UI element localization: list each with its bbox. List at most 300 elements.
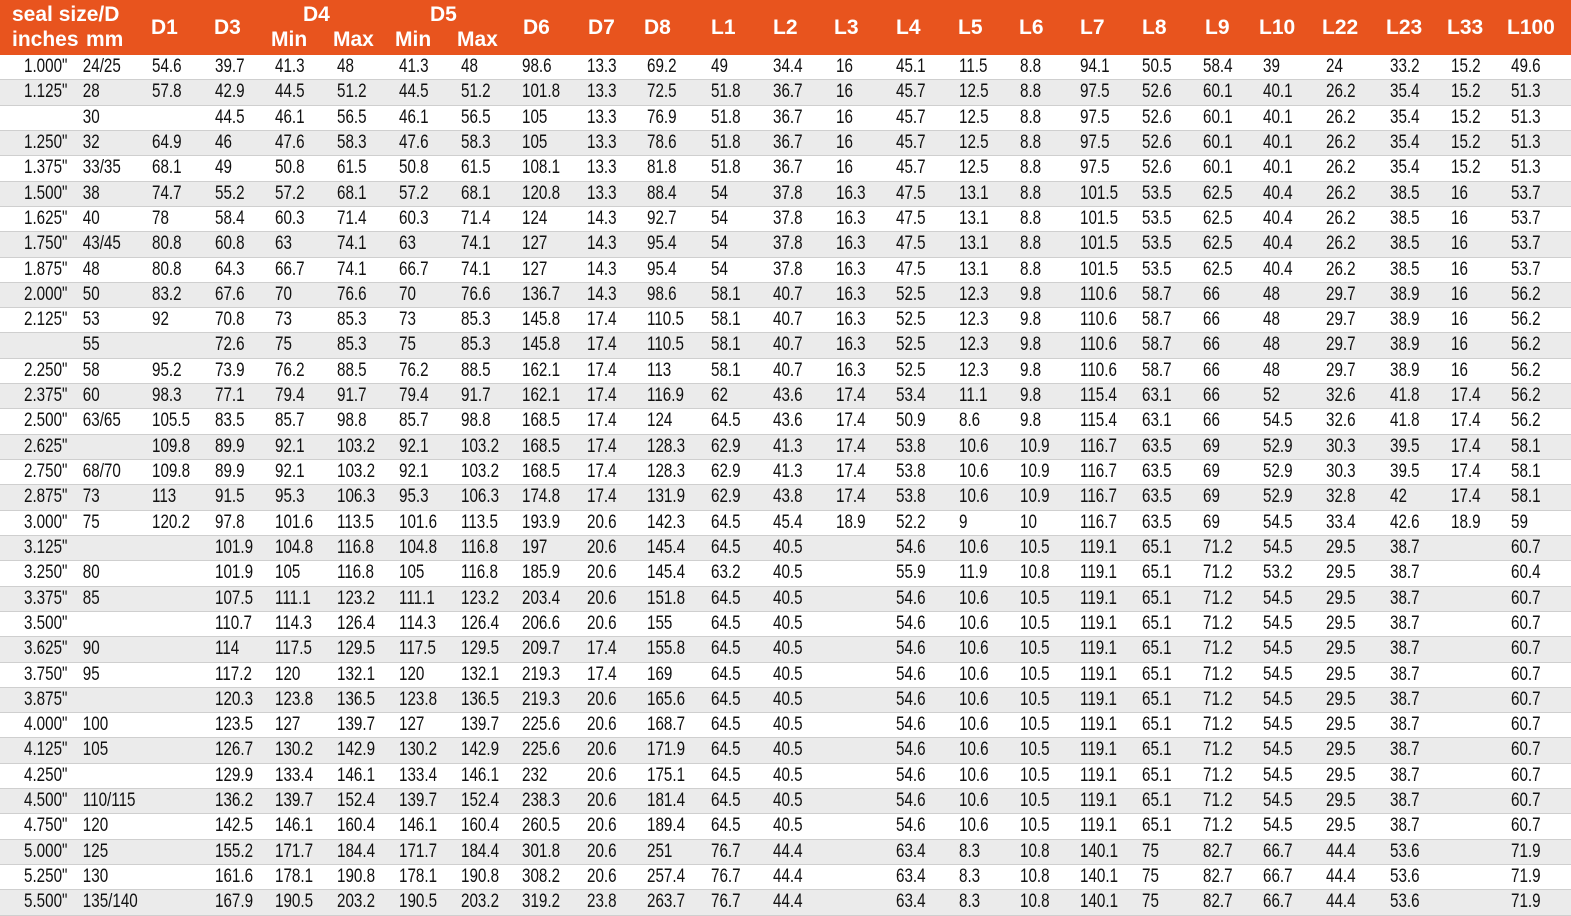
cell-l33: [1447, 637, 1495, 661]
cell-l22: 26.2: [1326, 81, 1356, 103]
cell-d8: 110.5: [647, 309, 684, 331]
cell-inches: 2.125": [24, 309, 68, 331]
cell-l7: 101.5: [1080, 207, 1119, 229]
cell-l10: 54.5: [1263, 815, 1293, 837]
cell-l5: 9: [959, 511, 968, 533]
table-row: [0, 55, 1571, 80]
cell-l8: 58.7: [1142, 309, 1172, 331]
cell-l22: 29.5: [1326, 663, 1356, 685]
cell-l7: 97.5: [1080, 131, 1110, 153]
table-row: [0, 333, 1571, 358]
cell-d5-max: 136.5: [461, 688, 500, 710]
cell-l2: 40.5: [773, 714, 803, 736]
cell-l22: 29.7: [1326, 359, 1356, 381]
header-d7: D7: [588, 15, 615, 39]
cell-l100: 60.7: [1511, 739, 1541, 761]
cell-inches: 4.250": [24, 764, 68, 786]
cell-d4-max: 85.3: [337, 334, 367, 356]
cell-d8: 95.4: [647, 258, 677, 280]
cell-d4-min: 79.4: [275, 385, 305, 407]
cell-l9: 71.2: [1203, 714, 1233, 736]
cell-l33: [1447, 890, 1495, 914]
cell-l8: 75: [1142, 866, 1159, 887]
cell-l22: 29.5: [1326, 815, 1356, 837]
cell-d7: 17.4: [587, 461, 617, 482]
table-row: [0, 789, 1571, 814]
cell-mm: 68/70: [82, 461, 121, 482]
cell-d3: 55.2: [215, 182, 245, 204]
cell-l2: 40.5: [773, 587, 803, 609]
cell-d3: 117.2: [215, 663, 252, 685]
cell-l4: 45.1: [896, 56, 926, 77]
cell-l6: 10.8: [1020, 891, 1050, 913]
cell-l9: 60.1: [1203, 157, 1233, 179]
cell-l33: 17.4: [1451, 385, 1481, 407]
table-row: [0, 713, 1571, 738]
table-row: [0, 511, 1571, 536]
cell-d7: 17.4: [587, 486, 617, 508]
cell-l3: 17.4: [836, 486, 866, 508]
cell-l23: 53.6: [1390, 840, 1420, 862]
cell-l7: 94.1: [1080, 56, 1110, 77]
cell-mm: [78, 536, 134, 560]
table-row: [0, 283, 1571, 308]
cell-d3: 42.9: [215, 81, 245, 103]
cell-d3: 97.8: [215, 511, 245, 533]
cell-l7: 101.5: [1080, 258, 1119, 280]
cell-d8: 98.6: [647, 283, 677, 305]
cell-d5-min: 120: [399, 663, 425, 685]
cell-d3: 123.5: [215, 714, 254, 736]
cell-d3: 89.9: [215, 435, 245, 457]
cell-l4: 54.6: [896, 714, 926, 736]
table-row: [0, 814, 1571, 839]
cell-l10: 48: [1263, 334, 1280, 356]
cell-l33: [1447, 764, 1495, 788]
cell-l100: 56.2: [1511, 359, 1541, 381]
cell-mm: 43/45: [82, 233, 121, 255]
cell-inches: 1.750": [24, 233, 68, 255]
cell-l1: 54: [711, 233, 728, 255]
cell-inches: [0, 333, 62, 357]
cell-d4-max: 68.1: [337, 182, 367, 204]
cell-l3: 16.3: [836, 258, 866, 280]
cell-d1: 113: [152, 486, 177, 508]
cell-l7: 97.5: [1080, 157, 1110, 179]
cell-l2: 44.4: [773, 891, 803, 913]
cell-l4: 53.8: [896, 486, 926, 508]
cell-d1: 105.5: [152, 410, 191, 432]
cell-inches: 3.500": [24, 612, 68, 634]
cell-l2: 40.5: [773, 663, 803, 685]
cell-d8: 168.7: [647, 714, 686, 736]
cell-l8: 65.1: [1142, 714, 1172, 736]
cell-l7: 110.6: [1080, 334, 1117, 356]
cell-d6: 260.5: [522, 815, 561, 837]
cell-l100: 60.7: [1511, 587, 1541, 609]
cell-l4: 55.9: [896, 562, 926, 584]
cell-l22: 30.3: [1326, 461, 1356, 482]
cell-d4-min: 127: [275, 714, 301, 736]
cell-l6: 10.5: [1020, 815, 1050, 837]
cell-l23: 38.7: [1390, 638, 1420, 660]
cell-l8: 52.6: [1142, 131, 1172, 153]
table-row: [0, 764, 1571, 789]
cell-l8: 65.1: [1142, 562, 1172, 584]
cell-d8: 257.4: [647, 866, 686, 887]
cell-l9: 82.7: [1203, 866, 1233, 887]
cell-mm: 80: [82, 562, 100, 584]
cell-l22: 26.2: [1326, 207, 1356, 229]
cell-l4: 47.5: [896, 182, 926, 204]
cell-l2: 40.5: [773, 612, 803, 634]
cell-inches: 4.125": [24, 739, 68, 761]
cell-d3: 107.5: [215, 587, 254, 609]
cell-l4: 63.4: [896, 891, 926, 913]
cell-l1: 51.8: [711, 157, 741, 179]
cell-inches: 3.375": [24, 587, 68, 609]
cell-d6: 124: [522, 207, 548, 229]
cell-d1: 109.8: [152, 435, 191, 457]
cell-d5-min: 101.6: [399, 511, 438, 533]
cell-d4-max: 142.9: [337, 739, 376, 761]
cell-inches: 3.250": [24, 562, 68, 584]
cell-l6: 9.8: [1020, 359, 1042, 381]
cell-d1: 109.8: [152, 461, 191, 482]
table-row: [0, 258, 1571, 283]
cell-inches: 3.125": [24, 536, 68, 558]
cell-d1: 92: [152, 309, 169, 331]
cell-l100: 60.7: [1511, 714, 1541, 736]
cell-l6: 9.8: [1020, 309, 1042, 331]
cell-l10: 52: [1263, 385, 1280, 407]
cell-l2: 40.5: [773, 688, 803, 710]
cell-d7: 20.6: [587, 739, 617, 761]
cell-l2: 40.7: [773, 283, 803, 305]
header-l100: L100: [1507, 15, 1555, 39]
cell-d1: 78: [152, 207, 169, 229]
cell-l3: 17.4: [836, 435, 866, 457]
cell-d7: 17.4: [587, 309, 617, 331]
cell-l22: 44.4: [1326, 891, 1356, 913]
cell-d4-max: 85.3: [337, 309, 367, 331]
cell-l2: 36.7: [773, 131, 803, 153]
cell-l7: 115.4: [1080, 385, 1117, 407]
header-l1: L1: [711, 15, 736, 39]
cell-d4-max: 126.4: [337, 612, 376, 634]
cell-d8: 88.4: [647, 182, 677, 204]
cell-l10: 54.5: [1263, 739, 1293, 761]
cell-l8: 58.7: [1142, 334, 1172, 356]
cell-l4: 53.8: [896, 461, 926, 482]
cell-mm: 90: [82, 638, 100, 660]
cell-l6: 10.5: [1020, 638, 1050, 660]
cell-d6: 145.8: [522, 309, 561, 331]
cell-l23: 38.5: [1390, 258, 1420, 280]
cell-l23: 39.5: [1390, 435, 1420, 457]
cell-l1: 64.5: [711, 612, 741, 634]
cell-l10: 66.7: [1263, 891, 1293, 913]
cell-d5-max: 61.5: [461, 157, 491, 179]
cell-d1: [148, 637, 198, 661]
cell-d7: 17.4: [587, 435, 617, 457]
cell-d4-min: 117.5: [275, 638, 312, 660]
cell-l1: 62: [711, 385, 728, 407]
cell-l6: 8.8: [1020, 81, 1042, 103]
cell-l5: 10.6: [959, 536, 989, 558]
cell-l4: 54.6: [896, 536, 926, 558]
cell-d4-max: 51.2: [337, 81, 367, 103]
cell-d5-max: 142.9: [461, 739, 500, 761]
cell-d3: 70.8: [215, 309, 245, 331]
cell-d4-max: 91.7: [337, 385, 367, 407]
cell-l23: 38.7: [1390, 663, 1420, 685]
cell-d5-max: 123.2: [461, 587, 500, 609]
cell-l5: 10.6: [959, 435, 989, 457]
cell-d4-max: 146.1: [337, 764, 376, 786]
cell-l100: 58.1: [1511, 486, 1541, 508]
cell-inches: 2.375": [24, 385, 68, 407]
cell-d8: 81.8: [647, 157, 677, 179]
cell-l2: 40.7: [773, 359, 803, 381]
cell-l100: 53.7: [1511, 233, 1541, 255]
cell-l9: 71.2: [1203, 815, 1233, 837]
cell-d5-max: 74.1: [461, 233, 491, 255]
cell-d5-max: 76.6: [461, 283, 491, 305]
cell-l1: 58.1: [711, 334, 741, 356]
cell-l33: 15.2: [1451, 56, 1481, 77]
cell-l10: 40.4: [1263, 182, 1293, 204]
cell-l22: 29.5: [1326, 739, 1356, 761]
cell-l7: 97.5: [1080, 81, 1110, 103]
cell-d6: 168.5: [522, 461, 561, 482]
cell-d3: 83.5: [215, 410, 245, 432]
cell-mm: 53: [82, 309, 100, 331]
table-row: [0, 435, 1571, 460]
cell-d5-max: 116.8: [461, 562, 498, 584]
table-row: [0, 156, 1571, 181]
cell-d4-max: 129.5: [337, 638, 376, 660]
cell-mm: 60: [82, 385, 100, 407]
cell-l33: 16: [1451, 258, 1468, 280]
cell-l3: [832, 587, 880, 611]
cell-d6: 308.2: [522, 866, 561, 887]
cell-d5-min: 178.1: [399, 866, 438, 887]
cell-d5-min: 127: [399, 714, 425, 736]
cell-l4: 53.8: [896, 435, 926, 457]
cell-l23: 35.4: [1390, 106, 1420, 128]
cell-d7: 17.4: [587, 638, 617, 660]
cell-l23: 38.7: [1390, 587, 1420, 609]
cell-l7: 119.1: [1080, 536, 1117, 558]
cell-l3: 16: [836, 157, 853, 179]
cell-d7: 13.3: [587, 106, 617, 128]
cell-l9: 62.5: [1203, 182, 1233, 204]
cell-l8: 65.1: [1142, 815, 1172, 837]
cell-l3: [832, 713, 880, 737]
cell-l6: 8.8: [1020, 131, 1042, 153]
cell-d7: 14.3: [587, 233, 617, 255]
cell-d4-min: 178.1: [275, 866, 314, 887]
cell-l10: 66.7: [1263, 840, 1293, 862]
cell-d8: 155.8: [647, 638, 686, 660]
cell-l8: 63.5: [1142, 461, 1172, 482]
cell-l33: [1447, 688, 1495, 712]
header-inches: inches: [12, 28, 79, 51]
cell-l22: 29.5: [1326, 562, 1356, 584]
cell-d7: 13.3: [587, 131, 617, 153]
cell-l22: 44.4: [1326, 840, 1356, 862]
cell-l100: 56.2: [1511, 283, 1541, 305]
cell-d8: 171.9: [647, 739, 686, 761]
cell-l3: 16: [836, 56, 853, 77]
cell-d5-max: 106.3: [461, 486, 500, 508]
cell-l3: 18.9: [836, 511, 866, 533]
cell-d3: 44.5: [215, 106, 245, 128]
cell-l1: 51.8: [711, 131, 741, 153]
cell-d5-min: 111.1: [399, 587, 435, 609]
cell-l4: 45.7: [896, 157, 926, 179]
cell-mm: 48: [82, 258, 100, 280]
cell-l10: 40.4: [1263, 207, 1293, 229]
cell-d4-max: 74.1: [337, 233, 367, 255]
cell-l2: 40.5: [773, 764, 803, 786]
cell-d5-max: 132.1: [461, 663, 500, 685]
cell-d4-min: 66.7: [275, 258, 305, 280]
cell-l22: 26.2: [1326, 258, 1356, 280]
cell-l100: 56.2: [1511, 309, 1541, 331]
cell-l100: 60.7: [1511, 612, 1541, 634]
cell-l10: 40.1: [1263, 81, 1293, 103]
cell-d7: 13.3: [587, 157, 617, 179]
cell-d4-min: 130.2: [275, 739, 314, 761]
cell-d4-min: 73: [275, 309, 292, 331]
cell-l5: 12.5: [959, 106, 989, 128]
cell-l4: 63.4: [896, 866, 926, 887]
cell-d3: 120.3: [215, 688, 254, 710]
cell-d5-max: 58.3: [461, 131, 491, 153]
cell-inches: 5.500": [24, 891, 68, 913]
cell-l10: 53.2: [1263, 562, 1293, 584]
cell-l4: 52.2: [896, 511, 926, 533]
table-row: [0, 131, 1571, 156]
cell-d5-max: 56.5: [461, 106, 491, 128]
cell-d5-max: 91.7: [461, 385, 491, 407]
cell-l33: 15.2: [1451, 131, 1481, 153]
cell-mm: 30: [82, 106, 100, 128]
cell-l6: 8.8: [1020, 106, 1042, 128]
cell-l33: 16: [1451, 334, 1468, 356]
cell-l6: 10.5: [1020, 612, 1050, 634]
cell-d7: 17.4: [587, 410, 617, 432]
cell-inches: 2.750": [24, 461, 68, 482]
cell-l23: 38.5: [1390, 182, 1420, 204]
header-l5: L5: [958, 15, 983, 39]
cell-l6: 9.8: [1020, 283, 1042, 305]
cell-l100: 71.9: [1511, 891, 1541, 913]
cell-l1: 58.1: [711, 283, 741, 305]
cell-d3: 142.5: [215, 815, 254, 837]
cell-l1: 64.5: [711, 688, 741, 710]
cell-l33: 15.2: [1451, 81, 1481, 103]
cell-l3: [832, 612, 880, 636]
cell-d6: 174.8: [522, 486, 561, 508]
cell-l5: 12.5: [959, 81, 989, 103]
cell-l33: [1447, 561, 1495, 585]
cell-l10: 54.5: [1263, 764, 1293, 786]
cell-l23: 39.5: [1390, 461, 1420, 482]
cell-l9: 69: [1203, 511, 1220, 533]
cell-l33: 16: [1451, 309, 1468, 331]
cell-d1: [148, 789, 198, 813]
cell-l100: 56.2: [1511, 385, 1541, 407]
cell-d4-max: 88.5: [337, 359, 367, 381]
cell-l33: 15.2: [1451, 157, 1481, 179]
cell-l23: 38.7: [1390, 688, 1420, 710]
cell-l22: 32.6: [1326, 385, 1356, 407]
header-d5-max: Max: [457, 28, 498, 51]
cell-d1: 98.3: [152, 385, 182, 407]
cell-d4-max: 132.1: [337, 663, 376, 685]
cell-d4-min: 104.8: [275, 536, 314, 558]
cell-l5: 12.3: [959, 309, 989, 331]
cell-l23: 35.4: [1390, 81, 1420, 103]
cell-l7: 97.5: [1080, 106, 1110, 128]
cell-d4-min: 171.7: [275, 840, 314, 862]
cell-l1: 76.7: [711, 866, 741, 887]
cell-l22: 26.2: [1326, 106, 1356, 128]
cell-l33: [1447, 612, 1495, 636]
cell-d4-min: 133.4: [275, 764, 314, 786]
cell-l10: 48: [1263, 283, 1280, 305]
cell-d6: 168.5: [522, 435, 561, 457]
cell-d1: [148, 814, 198, 838]
cell-d6: 108.1: [522, 157, 561, 179]
cell-l9: 71.2: [1203, 587, 1233, 609]
cell-d6: 193.9: [522, 511, 561, 533]
cell-inches: 1.125": [24, 81, 68, 103]
cell-l4: 54.6: [896, 739, 926, 761]
cell-d5-min: 190.5: [399, 891, 438, 913]
cell-l7: 119.1: [1080, 764, 1117, 786]
cell-d3: 77.1: [215, 385, 245, 407]
cell-inches: 2.625": [24, 435, 68, 457]
cell-l23: 38.7: [1390, 790, 1420, 812]
cell-l2: 43.8: [773, 486, 803, 508]
cell-l22: 24: [1326, 56, 1343, 77]
cell-l6: 10.8: [1020, 840, 1050, 862]
header-seal-size: seal size/D: [12, 3, 120, 26]
cell-l1: 64.5: [711, 638, 741, 660]
header-d4: D4: [303, 3, 330, 26]
cell-inches: 1.500": [24, 182, 68, 204]
cell-l2: 44.4: [773, 866, 803, 887]
header-l33: L33: [1447, 15, 1484, 39]
cell-d8: 263.7: [647, 891, 686, 913]
cell-mm: 40: [82, 207, 100, 229]
cell-l6: 10: [1020, 511, 1037, 533]
cell-d7: 20.6: [587, 866, 617, 887]
cell-l6: 10.5: [1020, 587, 1050, 609]
cell-mm: 95: [82, 663, 100, 685]
cell-d6: 238.3: [522, 790, 561, 812]
cell-d5-max: 116.8: [461, 536, 498, 558]
table-row: [0, 384, 1571, 409]
cell-l10: 48: [1263, 359, 1280, 381]
cell-l33: 16: [1451, 233, 1468, 255]
cell-d4-min: 46.1: [275, 106, 305, 128]
cell-d4-min: 50.8: [275, 157, 305, 179]
